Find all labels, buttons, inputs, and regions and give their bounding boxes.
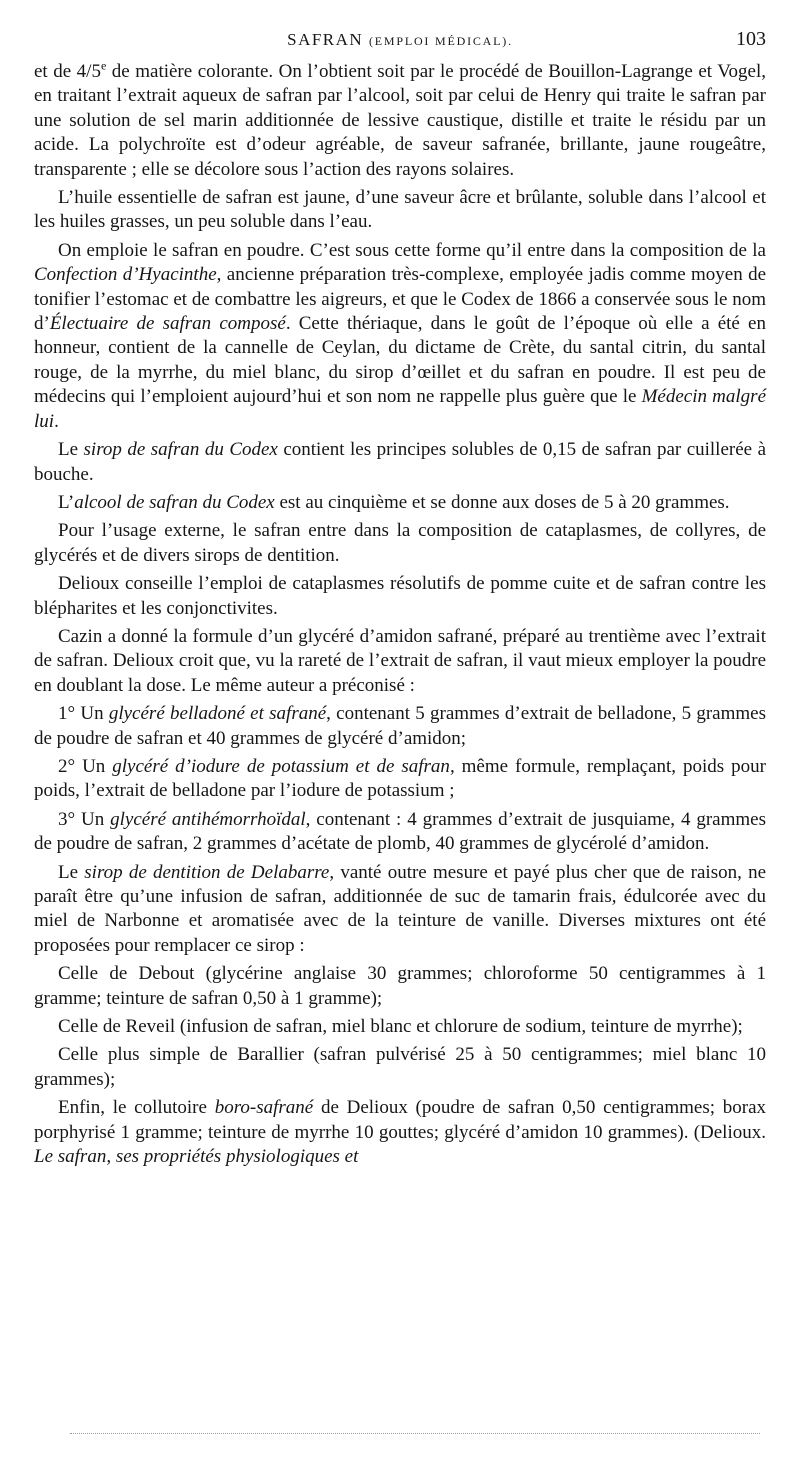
italic-text: glycéré antihémorrhoïdal [110,808,306,830]
text-run: , même formule, remplaçant, poids pour poids, l’extrait de belladone par l’iodure de potassium ; [34,755,766,802]
paragraph [34,239,766,434]
paragraph [34,491,766,515]
superscript: e [100,58,107,73]
footer-rule [70,1433,760,1434]
text-run: Celle de Debout (glycérine anglaise 30 grammes; chloroforme 50 centigrammes à 1 gramme; teinture de safran 0,50 à 1 gramme); [34,963,766,1009]
text-run: Le [58,439,84,461]
text-run: , contenant : 4 grammes d’extrait de jusquiame, 4 grammes de poudre de safran, 2 grammes d’acétate de plomb, 40 grammes de glycérolé d’amidon. [34,808,766,855]
paragraph [34,861,766,959]
text-run: 3° Un [58,808,111,830]
body-text [34,60,766,1173]
text-run: , vanté outre mesure et payé plus cher que de raison, ne paraît être qu’une infusion de safran, additionnée de suc de tamarin frais, édulcorée avec du miel de Narbonne et aromatisée avec de la teinture de vanille. Diverses mixtures ont été proposées pour remplacer ce sirop : [34,861,766,956]
text-run: , ancienne préparation très-complexe, employée jadis comme moyen de tonifier l’estomac et de combattre les aigreurs, et que le Codex de 1866 a conservée sous le nom d’ [34,264,767,335]
paragraph [34,572,766,621]
text-run: . Cette thériaque, dans le goût de l’époque où elle a été en honneur, contient de la cannelle de Ceylan, du dictame de Crète, du santal citrin, du santal rouge, de la myrrhe, du miel blanc, du sirop d’œillet et du safran en poudre. Il est peu de médecins qui l’emploient aujourd’hui et son nom ne rappelle plus guère que le [34,313,766,408]
italic-text: sirop de safran du Codex [83,439,278,461]
italic-text: glycéré belladoné et safrané [108,703,327,725]
text-run: L’ [58,491,75,513]
paragraph [34,755,766,804]
paragraph [34,702,766,751]
text-run: On emploie le safran en poudre. C’est sous cette forme qu’il entre dans la composition de la [58,239,766,261]
text-run: , contenant 5 grammes d’extrait de belladone, 5 grammes de poudre de safran et 40 grammes de glycéré d’amidon; [34,703,766,749]
italic-text: glycéré d’iodure de potassium et de safran [112,755,450,777]
paragraph [34,60,766,182]
text-run: Le [58,861,85,883]
text-run: de matière colorante. On l’obtient soit par le procédé de Bouillon-Lagrange et Vogel, en traitant l’extrait aqueux de safran par l’alcool, soit par celui de Henry qui traite le safran par une solution de sel marin additionnée de lessive caustique, distille et traite le résidu par un acide. La polychroïte est d’odeur agréable, de saveur safranée, brillante, jaune rougeâtre, transparente ; elle se décolore sous l’action des rayons solaires. [34,61,766,180]
paragraph [34,519,766,568]
italic-text: Électuaire de safran composé [49,313,286,335]
text-run: Celle de Reveil (infusion de safran, miel blanc et chlorure de sodium, teinture de myrrhe); [58,1016,743,1038]
text-run: Enfin, le collutoire [58,1097,215,1119]
text-run: Celle plus simple de Barallier (safran pulvérisé 25 à 50 centigrammes; miel blanc 10 grammes); [34,1044,766,1090]
italic-text: Le safran, ses propriétés physiologiques et [34,1146,359,1168]
paragraph [34,438,766,487]
text-run: 2° Un [58,755,113,777]
text-run: . [54,410,59,432]
text-run: de Delioux (poudre de safran 0,50 centigrammes; borax porphyrisé 1 gramme; teinture de myrrhe 10 gouttes; glycéré d’amidon 10 grammes). (Delioux. [34,1097,766,1143]
text-run: Delioux conseille l’emploi de cataplasmes résolutifs de pomme cuite et de safran contre les blépharites et les conjonctivites. [34,573,766,619]
text-run: 1° Un [58,703,109,725]
paragraph [34,962,766,1011]
running-title [34,30,766,50]
paragraph [34,625,766,698]
italic-text: alcool de safran du Codex [74,491,275,513]
text-run: L’huile essentielle de safran est jaune, d’une saveur âcre et brûlante, soluble dans l’alcool et les huiles grasses, un peu soluble dans l’eau. [34,187,766,233]
paragraph [34,1096,766,1169]
page-header [34,26,766,56]
italic-text: boro-safrané [214,1097,314,1119]
paragraph [34,1043,766,1092]
text-run: contient les principes solubles de 0,15 de safran par cuillerée à bouche. [34,439,766,485]
text-run: Cazin a donné la formule d’un glycéré d’amidon safrané, préparé au trentième avec l’extrait de safran. Delioux croit que, vu la rareté de l’extrait de safran, il vaut mieux employer la poudre en doublant la dose. Le même auteur a préconisé : [34,625,766,696]
italic-text: sirop de dentition de Delabarre [84,861,330,883]
running-title-main: SAFRAN [287,30,364,49]
page-number: 103 [736,28,766,50]
text-run: Pour l’usage externe, le safran entre dans la composition de cataplasmes, de collyres, de glycérés et de divers sirops de dentition. [34,520,766,566]
paragraph [34,1015,766,1039]
italic-text: Médecin malgré lui [34,386,767,432]
italic-text: Confection d’Hyacinthe [34,264,217,286]
running-title-subtitle: (EMPLOI MÉDICAL). [368,34,513,48]
text-run: et de 4/5 [34,61,101,82]
paragraph [34,186,766,235]
paragraph [34,808,766,857]
text-run: est au cinquième et se donne aux doses de 5 à 20 grammes. [274,491,730,513]
